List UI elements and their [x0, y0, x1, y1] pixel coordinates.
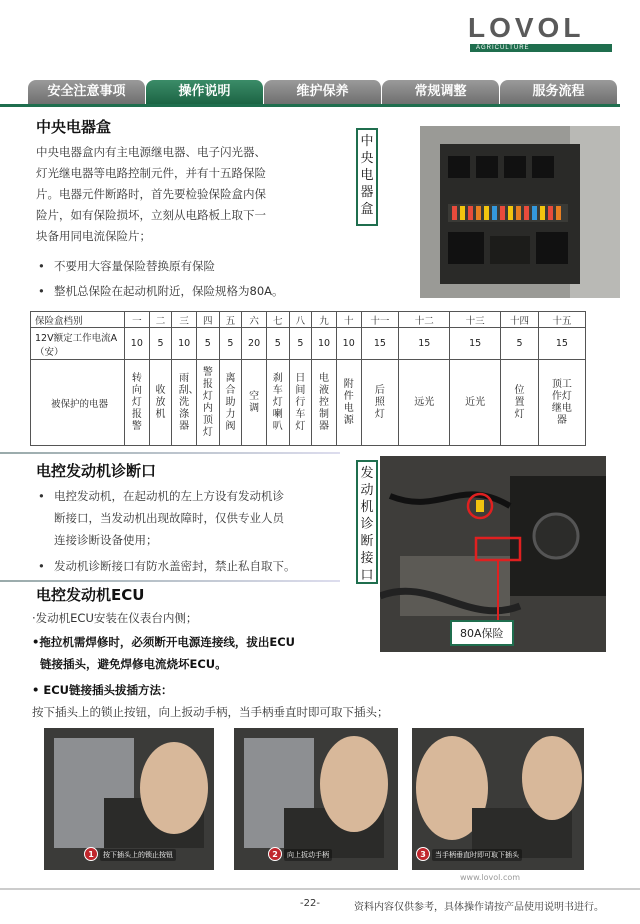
central-box-line-3: 片。电器元件断路时，首先要检验保险盒内保	[36, 187, 266, 201]
device-15: 顶工作灯继电器	[551, 378, 572, 426]
current-6: 20	[242, 328, 267, 360]
ecu-step-3-number: 3	[416, 847, 430, 861]
divider-ecu	[0, 580, 340, 582]
fuse-table-current-label: 12V额定工作电流A（安）	[31, 328, 125, 360]
slot-9: 九	[312, 312, 337, 328]
central-box-line-1: 中央电器盒内有主电源继电器、电子闪光器、	[36, 145, 266, 159]
section-tabs	[28, 80, 618, 104]
current-1: 10	[125, 328, 150, 360]
slot-8: 八	[289, 312, 312, 328]
diag-line-2: 断接口，当发动机出现故障时，仅供专业人员	[54, 511, 284, 525]
device-9: 电液控制器	[319, 372, 330, 432]
fuse-box-illustration	[420, 126, 620, 298]
fuse-table-header-row	[31, 312, 586, 328]
current-12: 15	[399, 328, 450, 360]
diag-bullet-1: • 电控发动机，在起动机的左上方设有发动机诊	[36, 486, 284, 507]
current-4: 5	[197, 328, 220, 360]
slot-15: 十五	[538, 312, 585, 328]
footer-url: www.lovol.com	[460, 873, 521, 882]
fuse-table-device-row	[31, 360, 586, 446]
device-7: 刹车灯喇叭	[272, 372, 283, 432]
fuse-table-header-label: 保险盒档别	[31, 312, 125, 328]
current-5: 5	[219, 328, 242, 360]
slot-12: 十二	[399, 312, 450, 328]
ecu-step-1-caption: 按下插头上的锁止按钮	[100, 849, 176, 861]
ecu-step-photo-2	[234, 728, 398, 870]
diag-bullet-2: • 发动机诊断接口有防水盖密封，禁止私自取下。	[36, 556, 296, 577]
slot-2: 二	[149, 312, 172, 328]
device-3: 雨刮、洗涤器	[178, 372, 199, 432]
device-4: 警报灯内顶灯	[202, 366, 213, 438]
tab-rule	[0, 104, 620, 107]
brand-logo	[468, 14, 618, 54]
current-7: 5	[266, 328, 289, 360]
ecu-title: 电控发动机ECU	[36, 586, 145, 604]
diag-title: 电控发动机诊断口	[36, 462, 157, 480]
current-13: 15	[450, 328, 501, 360]
footer-note: 资料内容仅供参考，具体操作请按产品使用说明书进行。	[354, 902, 604, 913]
central-box-line-4: 险片，如有保险损坏，立刻从电路板上取下一	[36, 208, 266, 222]
tab-adjustment[interactable]: 常规调整	[382, 80, 500, 104]
brand-name: LOVOL	[468, 12, 585, 43]
tab-service[interactable]: 服务流程	[500, 80, 618, 104]
ecu-step-photo-1	[44, 728, 214, 870]
fuse-80a-callout: 80A保险	[450, 620, 514, 646]
tab-operation[interactable]: 操作说明	[146, 80, 264, 104]
fuse-table-current-row	[31, 328, 586, 360]
diag-line-3: 连接诊断设备使用；	[54, 533, 158, 547]
ecu-step-2-caption: 向上扳动手柄	[284, 849, 332, 861]
ecu-step-2-number: 2	[268, 847, 282, 861]
current-8: 5	[289, 328, 312, 360]
ecu-line-3: • ECU链接插头拔插方法：	[32, 683, 173, 697]
diag-photo-label: 发动机诊断接口	[356, 460, 378, 584]
ecu-line-2a: •拖拉机需焊修时，必须断开电源连接线，拔出ECU	[32, 635, 295, 649]
current-10: 10	[336, 328, 361, 360]
footer-divider	[0, 888, 640, 890]
device-13: 近光	[465, 396, 486, 408]
slot-5: 五	[219, 312, 242, 328]
current-3: 10	[172, 328, 197, 360]
divider-diag	[0, 452, 340, 454]
tab-safety[interactable]: 安全注意事项	[28, 80, 146, 104]
central-box-photo-label: 中央电器盒	[356, 128, 378, 226]
fuse-table	[30, 311, 586, 446]
device-14: 位置灯	[514, 384, 525, 420]
slot-4: 四	[197, 312, 220, 328]
ecu-step-1-number: 1	[84, 847, 98, 861]
brand-sub: AGRICULTURE	[476, 45, 530, 51]
current-9: 10	[312, 328, 337, 360]
slot-1: 一	[125, 312, 150, 328]
central-box-bullet-2: • 整机总保险在起动机附近，保险规格为80A。	[36, 281, 284, 302]
current-2: 5	[149, 328, 172, 360]
central-box-photo	[420, 126, 620, 298]
central-box-bullet-1: • 不要用大容量保险替换原有保险	[36, 256, 215, 277]
slot-10: 十	[336, 312, 361, 328]
device-2: 收放机	[155, 384, 166, 420]
slot-6: 六	[242, 312, 267, 328]
ecu-line-2b: 链接插头，避免焊修电流烧坏ECU。	[40, 657, 227, 671]
slot-3: 三	[172, 312, 197, 328]
page-number: -22-	[300, 898, 320, 909]
current-15: 15	[538, 328, 585, 360]
current-11: 15	[361, 328, 399, 360]
device-8: 日间行车灯	[295, 372, 306, 432]
slot-7: 七	[266, 312, 289, 328]
device-1: 转向灯报警	[131, 372, 142, 432]
central-box-line-5: 块备用同电流保险片；	[36, 229, 151, 243]
central-box-title: 中央电器盒	[36, 118, 112, 136]
slot-13: 十三	[450, 312, 501, 328]
device-12: 远光	[414, 396, 435, 408]
tab-maintenance[interactable]: 维护保养	[264, 80, 382, 104]
slot-11: 十一	[361, 312, 399, 328]
ecu-step-photo-3	[412, 728, 584, 870]
device-10: 附件电源	[343, 378, 354, 426]
fuse-table-device-label: 被保护的电器	[31, 360, 125, 446]
current-14: 5	[501, 328, 539, 360]
ecu-line-1: ·发动机ECU安装在仪表台内侧；	[32, 611, 198, 625]
ecu-line-4: 按下插头上的锁止按钮，向上扳动手柄，当手柄垂直时即可取下插头；	[32, 705, 389, 719]
device-6: 空调	[249, 390, 260, 414]
central-box-line-2: 灯光继电器等电路控制元件，并有十五路保险	[36, 166, 266, 180]
device-11: 后照灯	[374, 384, 385, 420]
slot-14: 十四	[501, 312, 539, 328]
ecu-step-3-caption: 当手柄垂直时即可取下插头	[432, 849, 522, 861]
device-5: 离合助力阀	[225, 372, 236, 432]
